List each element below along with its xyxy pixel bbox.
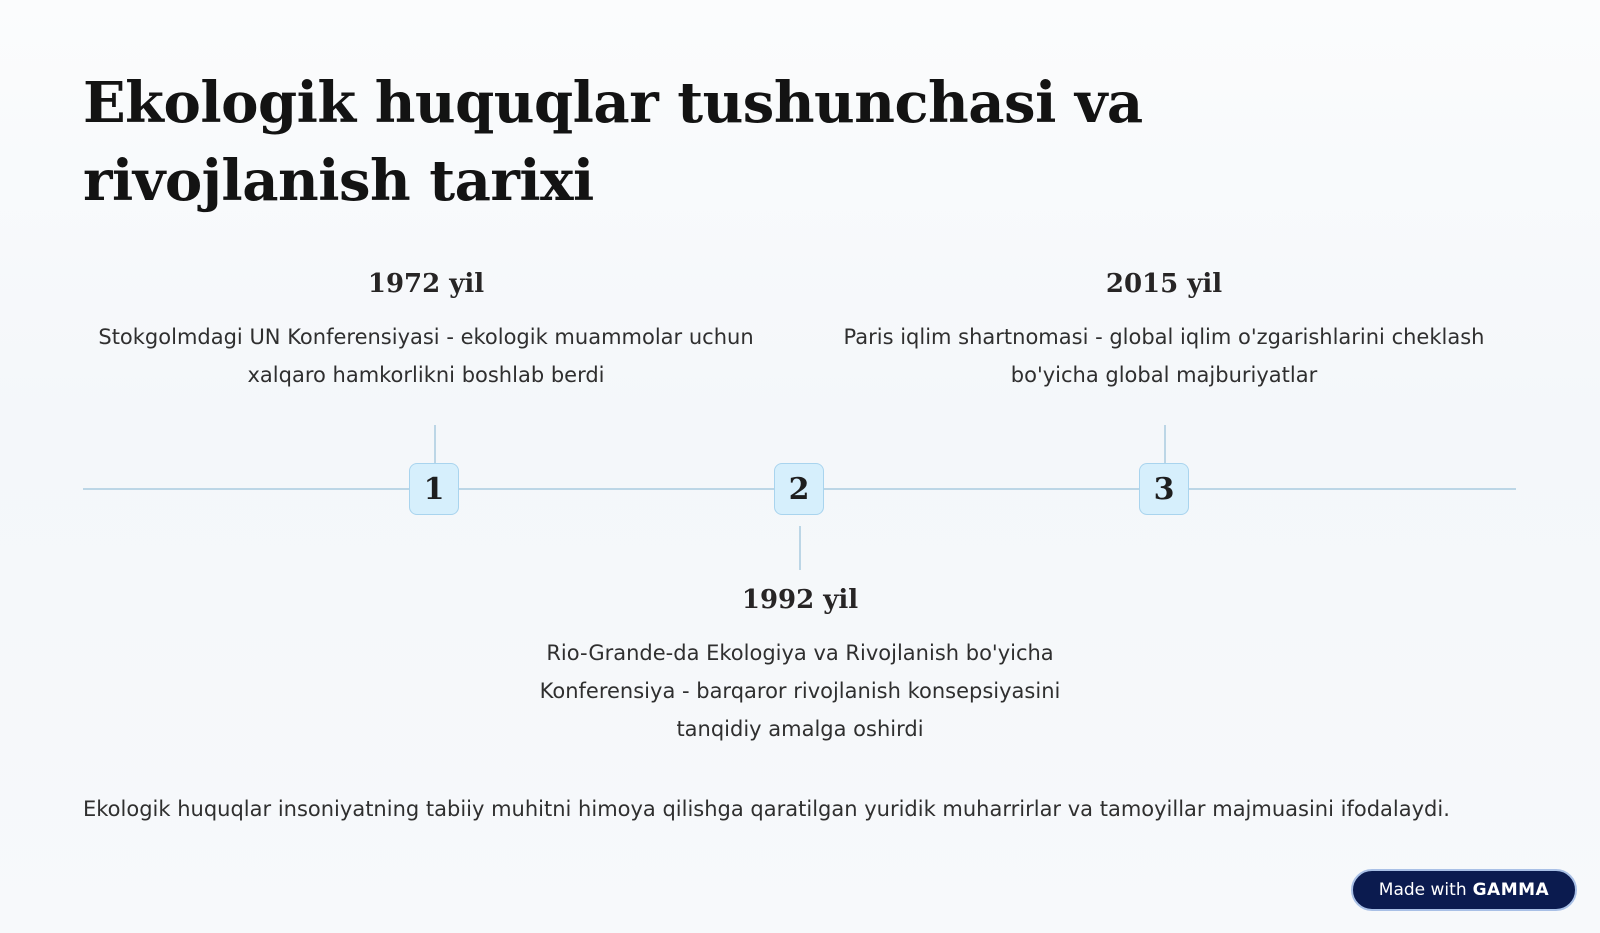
timeline-connector bbox=[799, 526, 801, 570]
timeline-marker-1: 1 bbox=[409, 463, 459, 515]
event-year: 2015 yil bbox=[1105, 269, 1223, 299]
timeline-event-3 bbox=[834, 266, 1494, 394]
event-description: Rio-Grande-da Ekologiya va Rivojlanish bo'yicha Konferensiya - barqaror rivojlanish konsepsiyasini tanqidiy amalga oshirdi bbox=[539, 641, 1061, 741]
event-year: 1972 yil bbox=[367, 269, 485, 299]
event-year: 1992 yil bbox=[741, 585, 859, 615]
timeline-event-2 bbox=[500, 582, 1100, 748]
event-description: Paris iqlim shartnomasi - global iqlim o'zgarishlarini cheklash bo'yicha global majburiyatlar bbox=[843, 325, 1485, 387]
summary-text: Ekologik huquqlar insoniyatning tabiiy muhitni himoya qilishga qaratilgan yuridik muharrirlar va tamoyillar majmuasini ifodalaydi. bbox=[83, 797, 1450, 821]
made-with-gamma-badge[interactable] bbox=[1351, 869, 1577, 911]
badge-prefix: Made with bbox=[1378, 880, 1467, 900]
event-description: Stokgolmdagi UN Konferensiyasi - ekologik muammolar uchun xalqaro hamkorlikni boshlab berdi bbox=[98, 325, 754, 387]
timeline-marker-2: 2 bbox=[774, 463, 824, 515]
gamma-logo: GAMMA bbox=[1472, 880, 1550, 900]
timeline-marker-3: 3 bbox=[1139, 463, 1189, 515]
timeline-event-1 bbox=[96, 266, 756, 394]
page-title: Ekologik huquqlar tushunchasi va rivojlanish tarixi bbox=[83, 70, 1143, 214]
